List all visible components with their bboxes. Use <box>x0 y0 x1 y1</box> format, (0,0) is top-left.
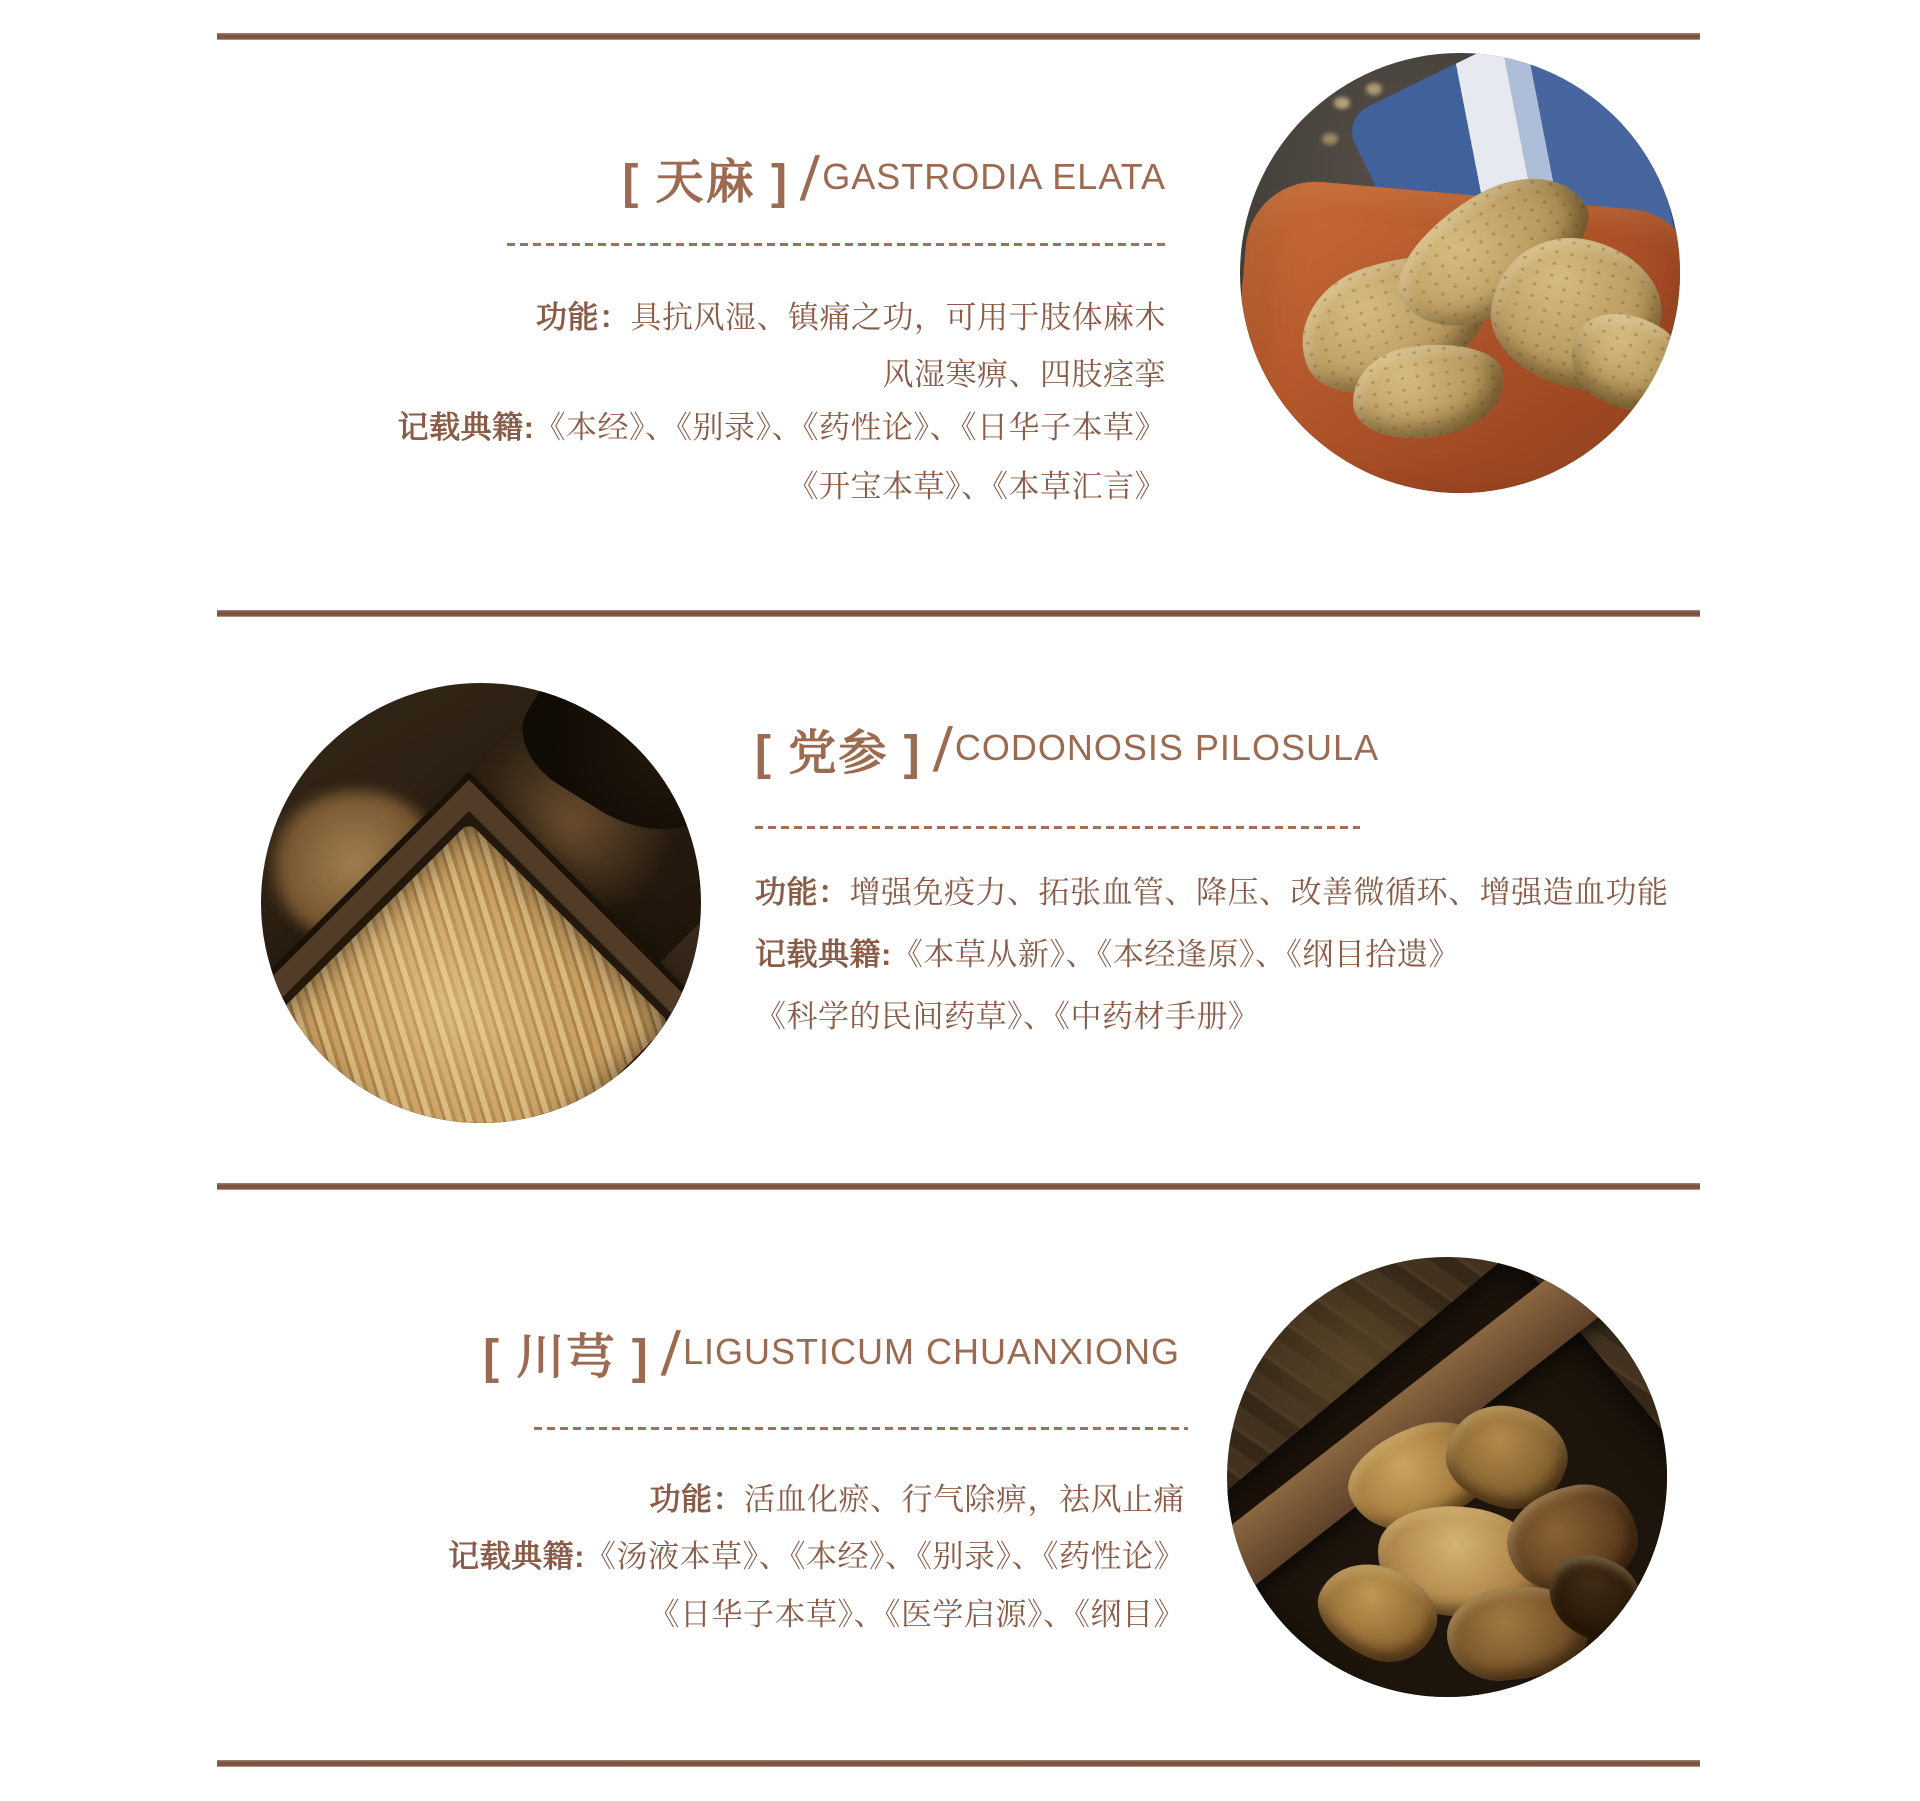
records-text: 《本经》、《别录》、《药性论》、《日华子本草》 <box>534 410 1166 445</box>
records-row-2 <box>649 1595 1186 1635</box>
dashed-divider <box>534 1427 1188 1430</box>
function-row <box>536 298 1166 338</box>
herb-photo-codonosis <box>261 683 701 1123</box>
herb-name-latin: GASTRODIA ELATA <box>822 156 1166 197</box>
records-label: 记载典籍: <box>755 937 892 972</box>
herb-name-cn: [ 川芎 ] <box>483 1330 650 1384</box>
dashed-divider <box>755 826 1360 829</box>
records-text: 《汤液本草》、《本经》、《别录》、《药性论》 <box>585 1539 1185 1574</box>
function-row-2 <box>883 355 1167 395</box>
section-divider-bottom <box>217 1760 1700 1767</box>
herb-title-chuanxiong <box>483 1319 1180 1389</box>
function-label: 功能： <box>536 300 631 335</box>
function-row <box>755 873 1669 913</box>
records-row <box>755 935 1460 975</box>
records-label: 记载典籍: <box>397 410 535 445</box>
section-divider-2 <box>217 610 1700 617</box>
herb-title-tianma <box>622 144 1166 214</box>
slash-separator: / <box>931 715 954 785</box>
section-divider-top <box>217 33 1700 40</box>
records-text: 《科学的民间药草》、《中药材手册》 <box>755 999 1260 1034</box>
dashed-divider <box>507 243 1167 246</box>
records-text: 《本草从新》、《本经逢原》、《纲目拾遗》 <box>891 937 1460 972</box>
records-text: 《日华子本草》、《医学启源》、《纲目》 <box>648 1597 1185 1632</box>
function-text: 风湿寒痹、四肢痉挛 <box>882 357 1166 392</box>
slash-separator: / <box>798 144 821 214</box>
herb-title-dangshen <box>755 715 1379 785</box>
records-row-2 <box>755 997 1260 1037</box>
function-label: 功能： <box>649 1482 744 1517</box>
herb-name-latin: LIGUSTICUM CHUANXIONG <box>682 1331 1180 1372</box>
records-text: 《开宝本草》、《本草汇言》 <box>787 469 1166 504</box>
function-label: 功能： <box>755 875 850 910</box>
function-text: 活血化瘀、行气除痹，祛风止痛 <box>744 1482 1185 1517</box>
records-row-2 <box>788 467 1167 507</box>
scattered-herb-beads <box>1300 89 1316 101</box>
section-divider-3 <box>217 1183 1700 1190</box>
function-text: 具抗风湿、镇痛之功，可用于肢体麻木 <box>630 300 1166 335</box>
herb-name-cn: [ 党参 ] <box>755 726 922 780</box>
function-text: 增强免疫力、拓张血管、降压、改善微循环、增强造血功能 <box>849 875 1669 910</box>
records-row <box>398 408 1166 448</box>
slash-separator: / <box>659 1319 682 1389</box>
records-label: 记载典籍: <box>448 1539 585 1574</box>
function-row <box>650 1480 1186 1520</box>
records-row <box>448 1537 1185 1577</box>
herb-name-cn: [ 天麻 ] <box>622 155 790 209</box>
herb-name-latin: CODONOSIS PILOSULA <box>954 727 1379 768</box>
herb-photo-chuanxiong <box>1227 1257 1667 1697</box>
herb-photo-gastrodia <box>1240 53 1680 493</box>
